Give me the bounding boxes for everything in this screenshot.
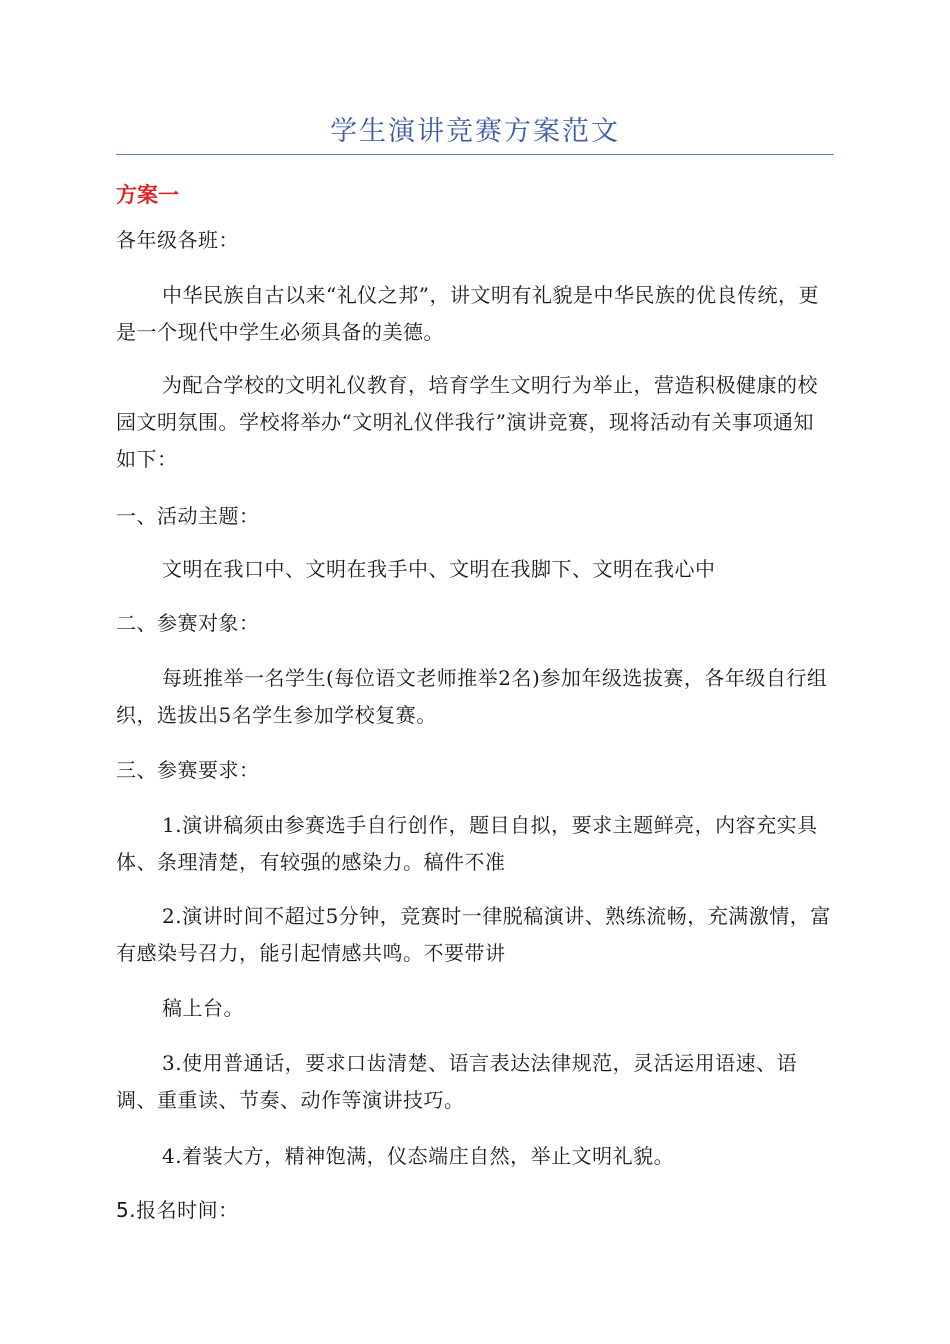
heading-registration-time: 5.报名时间： bbox=[116, 1198, 239, 1222]
heading-theme: 一、活动主题： bbox=[116, 504, 260, 528]
paragraph-purpose: 为配合学校的文明礼仪教育，培育学生文明行为举止，营造积极健康的校园文明氛围。学校将举办“文明礼仪伴我行”演讲竞赛，现将活动有关事项通知如下： bbox=[116, 373, 818, 471]
salutation: 各年级各班： bbox=[116, 228, 239, 252]
title-underline bbox=[116, 154, 834, 155]
heading-participants: 二、参赛对象： bbox=[116, 611, 260, 635]
requirement-4: 4.着装大方，精神饱满，仪态端庄自然，举止文明礼貌。 bbox=[162, 1144, 675, 1168]
requirement-2-continued: 稿上台。 bbox=[162, 996, 244, 1020]
paragraph-intro: 中华民族自古以来“礼仪之邦”，讲文明有礼貌是中华民族的优良传统，更是一个现代中学生必须具备的美德。 bbox=[116, 283, 819, 344]
document-title: 学生演讲竞赛方案范文 bbox=[330, 116, 620, 147]
requirement-2: 2.演讲时间不超过5分钟，竞赛时一律脱稿演讲、熟练流畅，充满激情，富有感染号召力，能引起情感共鸣。不要带讲 bbox=[116, 904, 831, 965]
paragraph-participants: 每班推举一名学生(每位语文老师推举2名)参加年级选拔赛，各年级自行组织，选拔出5名学生参加学校复赛。 bbox=[116, 666, 828, 727]
requirement-1: 1.演讲稿须由参赛选手自行创作，题目自拟，要求主题鲜亮，内容充实具体、条理清楚，有较强的感染力。稿件不准 bbox=[116, 813, 818, 874]
paragraph-theme: 文明在我口中、文明在我手中、文明在我脚下、文明在我心中 bbox=[162, 557, 716, 581]
requirement-3: 3.使用普通话，要求口齿清楚、语言表达法律规范，灵活运用语速、语调、重重读、节奏、动作等演讲技巧。 bbox=[116, 1051, 798, 1112]
heading-requirements: 三、参赛要求： bbox=[116, 758, 260, 782]
section-heading: 方案一 bbox=[116, 183, 179, 207]
